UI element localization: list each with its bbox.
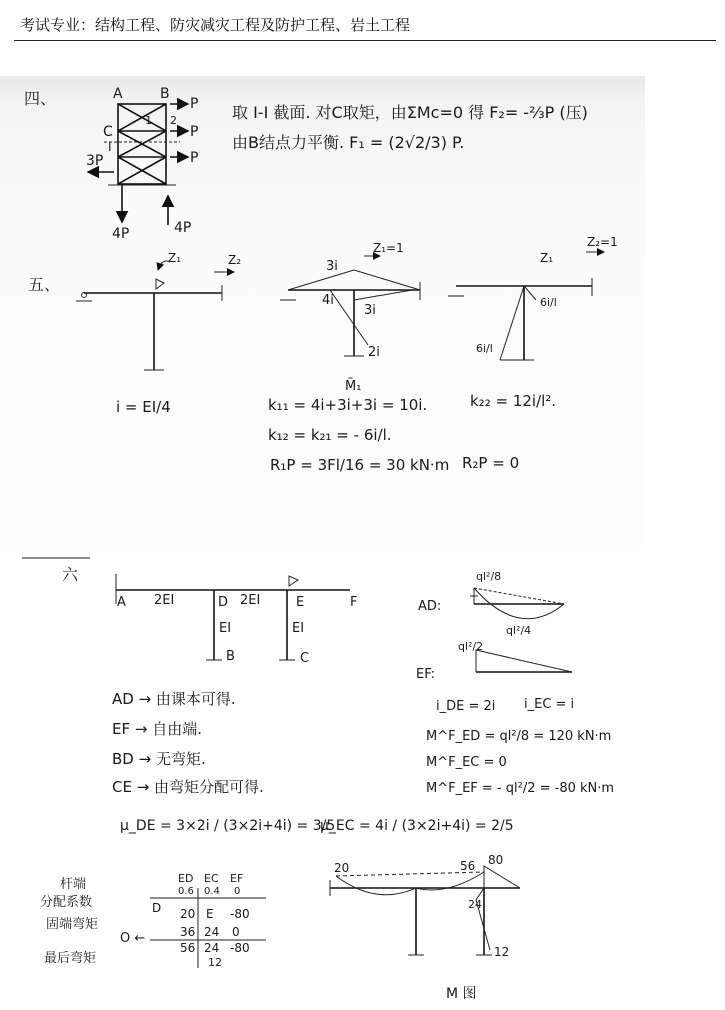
q4-load-p-3: P (190, 150, 199, 166)
q6-mu-ed-val: 0.6 (178, 886, 194, 897)
q6-m-12: 12 (494, 945, 510, 959)
q4-member-1: 1 (145, 114, 152, 127)
q5-frame-base (76, 261, 234, 370)
q4-node-c: C (103, 124, 113, 140)
q4-label: 四、 (24, 89, 57, 108)
q6-fixed-ef: -80 (230, 907, 250, 921)
q5-m-3i: 3i (326, 259, 338, 274)
q6-final-ef: -80 (230, 941, 250, 955)
q6-side-4: 最后弯矩 (44, 951, 97, 966)
q6-mu-ef-val: 0 (234, 886, 241, 897)
q6-node-c: C (300, 651, 310, 666)
q4-reaction-left: 4P (112, 226, 130, 242)
q4-line2: 由B结点力平衡. F₁ = (2√2/3) P. (232, 133, 465, 152)
q6-col-ed: ED (178, 872, 194, 885)
q6-final-ed: 56 (180, 941, 196, 955)
q6-fixed-ec: E (206, 907, 214, 921)
q6-node-f: F (350, 595, 358, 610)
q4-load-3p: 3P (86, 153, 104, 169)
q6-m-80: 80 (488, 853, 504, 867)
q6-node-b: B (226, 649, 235, 664)
q5-label: 五、 (28, 275, 61, 294)
q6-bd-rule: BD → 无弯矩. (112, 750, 206, 768)
q6-m-56: 56 (460, 859, 476, 873)
q6-mu-ec: μ_EC = 4i / (3×2i+4i) = 2/5 (320, 818, 514, 834)
q6-node-a: A (117, 595, 126, 610)
q5-k22: k₂₂ = 12i/l². (470, 392, 557, 410)
q4-node-a: A (113, 86, 123, 102)
q6-final-ec: 24 (204, 941, 220, 955)
q4-load-p-2: P (190, 124, 199, 140)
q4-line1: 取 I-I 截面. 对C取矩，由ΣMc=0 得 F₂= -⅔P (压) (232, 103, 588, 122)
q6-dist-ed: 36 (180, 925, 196, 939)
q6-final-bottom: 12 (208, 956, 222, 969)
q5-k11: k₁₁ = 4i+3i+3i = 10i. (268, 396, 428, 414)
q6-distribution-table (40, 872, 266, 969)
q5-m-4i: 4i (322, 293, 334, 308)
q4-node-b: B (160, 86, 170, 102)
q6-stiff-de: 2EI (240, 593, 261, 608)
q6-i-de: i_DE = 2i (436, 699, 496, 714)
q6-ad-rule: AD → 由课本可得. (112, 690, 236, 708)
q5-i-def: i = EI/4 (116, 398, 171, 416)
q6-m-24: 24 (468, 898, 482, 911)
q5-z1-unit: Z₁=1 (373, 241, 404, 255)
q4-load-p-1: P (190, 96, 199, 112)
q6-moment-diagram (330, 866, 520, 955)
q6-row-d: D (152, 901, 162, 915)
q6-mu-de: μ_DE = 3×2i / (3×2i+4i) = 3/5 (120, 818, 336, 834)
q5-r1p: R₁P = 3Fl/16 = 30 kN·m (270, 456, 450, 474)
q4-section (24, 86, 588, 242)
q6-ad-label: AD: (418, 599, 442, 614)
q6-side-3: 固端弯矩 (46, 917, 99, 932)
q5-z1-b: Z₁ (540, 251, 554, 265)
q6-row-o: O ← (120, 931, 146, 946)
q5-m-2i: 2i (368, 345, 380, 360)
q6-section (22, 558, 614, 1002)
q5-m-6il-bot: 6i/l (476, 342, 493, 355)
q5-section (28, 235, 618, 474)
q6-m-ec: M^F_EC = 0 (426, 755, 507, 770)
q6-stiff-ec: EI (292, 621, 305, 636)
q5-frame-m2 (448, 252, 604, 360)
q6-mu-ec-val: 0.4 (204, 886, 220, 897)
q6-side-1: 杆端 (60, 877, 87, 892)
q6-fixed-ed: 20 (180, 907, 196, 921)
q6-m-ef: M^F_EF = - ql²/2 = -80 kN·m (426, 781, 615, 796)
q6-ad-mid: ql²/4 (506, 624, 532, 637)
q6-stiff-db: EI (219, 621, 232, 636)
q6-ef-top: ql²/2 (458, 640, 484, 653)
q5-frame-m1 (280, 256, 420, 356)
page-header: 考试专业：结构工程、防灾减灾工程及防护工程、岩土工程 (20, 17, 411, 34)
q6-ef-rule: EF → 自由端. (112, 720, 202, 738)
q6-m-20: 20 (334, 861, 350, 875)
q4-section-mark: I (108, 140, 112, 154)
q5-m-6il-top: 6i/l (540, 296, 557, 309)
q6-node-e: E (296, 595, 305, 610)
q6-node-d: D (218, 595, 229, 610)
q6-ad-top: ql²/8 (476, 570, 502, 583)
q5-z2: Z₂ (228, 253, 242, 267)
q5-m-3i-b: 3i (364, 303, 376, 318)
q5-z2-unit: Z₂=1 (587, 235, 618, 249)
q6-stiff-ad: 2EI (154, 593, 175, 608)
q6-m-ed: M^F_ED = ql²/8 = 120 kN·m (426, 729, 612, 744)
q6-frame (116, 574, 350, 660)
q6-label: 六 (62, 565, 79, 584)
q5-m1-label: M̄₁ (345, 379, 362, 394)
q4-member-2: 2 (170, 114, 177, 127)
q6-dist-ef: 0 (232, 925, 240, 939)
q6-ad-diagram (470, 588, 564, 619)
q5-r2p: R₂P = 0 (462, 454, 520, 472)
q4-reaction-right: 4P (174, 220, 192, 236)
q6-i-ec: i_EC = i (524, 697, 575, 712)
q6-col-ef: EF (230, 872, 244, 885)
q6-m-diagram-label: M 图 (446, 986, 477, 1002)
q6-col-ec: EC (204, 872, 219, 885)
q6-dist-ec: 24 (204, 925, 220, 939)
q6-ce-rule: CE → 由弯矩分配可得. (112, 778, 264, 796)
q6-side-2: 分配系数 (40, 895, 93, 910)
q6-ef-label: EF: (416, 667, 436, 682)
q5-z1: Z₁ (168, 251, 182, 265)
q5-k12: k₁₂ = k₂₁ = - 6i/l. (268, 426, 392, 444)
q6-ef-diagram (476, 650, 572, 672)
